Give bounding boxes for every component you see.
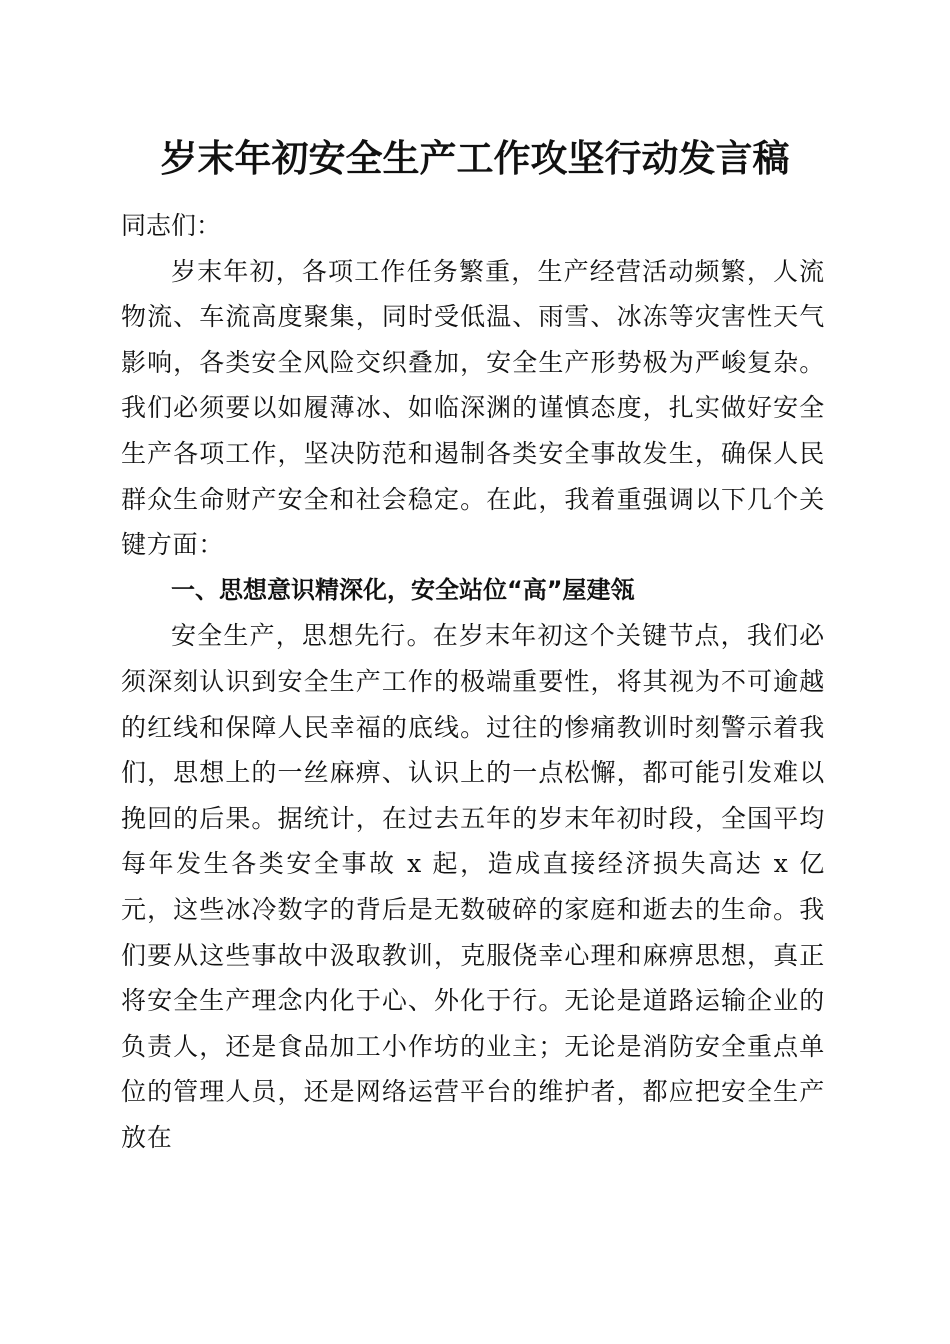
document-title: 岁末年初安全生产工作攻坚行动发言稿 — [160, 136, 790, 180]
section-heading-1: 一、思想意识精深化，安全站位“高”屋建瓴 — [171, 575, 635, 604]
salutation: 同志们： — [121, 211, 222, 240]
document-body — [121, 203, 825, 1160]
section-1-paragraph: 安全生产，思想先行。在岁末年初这个关键节点，我们必须深刻认识到安全生产工作的极端重要性，将其视为不可逾越的红线和保障人民幸福的底线。过往的惨痛教训时刻警示着我们，思想上的一丝麻痹、认识上的一点松懈，都可能引发难以挽回的后果。据统计，在过去五年的岁末年初时段，全国平均每年发生各类安全事故 x 起，造成直接经济损失高达 x 亿元，这些冰冷数字的背后是无数破碎的家庭和逝去的生命。我们要从这些事故中汲取教训，克服侥幸心理和麻痹思想，真正将安全生产理念内化于心、外化于行。无论是道路运输企业的负责人，还是食品加工小作坊的业主；无论是消防安全重点单位的管理人员，还是网络运营平台的维护者，都应把安全生产放在 — [121, 621, 825, 1152]
intro-paragraph: 岁末年初，各项工作任务繁重，生产经营活动频繁，人流物流、车流高度聚集，同时受低温、雨雪、冰冻等灾害性天气影响，各类安全风险交织叠加，安全生产形势极为严峻复杂。我们必须要以如履薄冰、如临深渊的谨慎态度，扎实做好安全生产各项工作，坚决防范和遏制各类安全事故发生，确保人民群众生命财产安全和社会稳定。在此，我着重强调以下几个关键方面： — [121, 256, 825, 560]
